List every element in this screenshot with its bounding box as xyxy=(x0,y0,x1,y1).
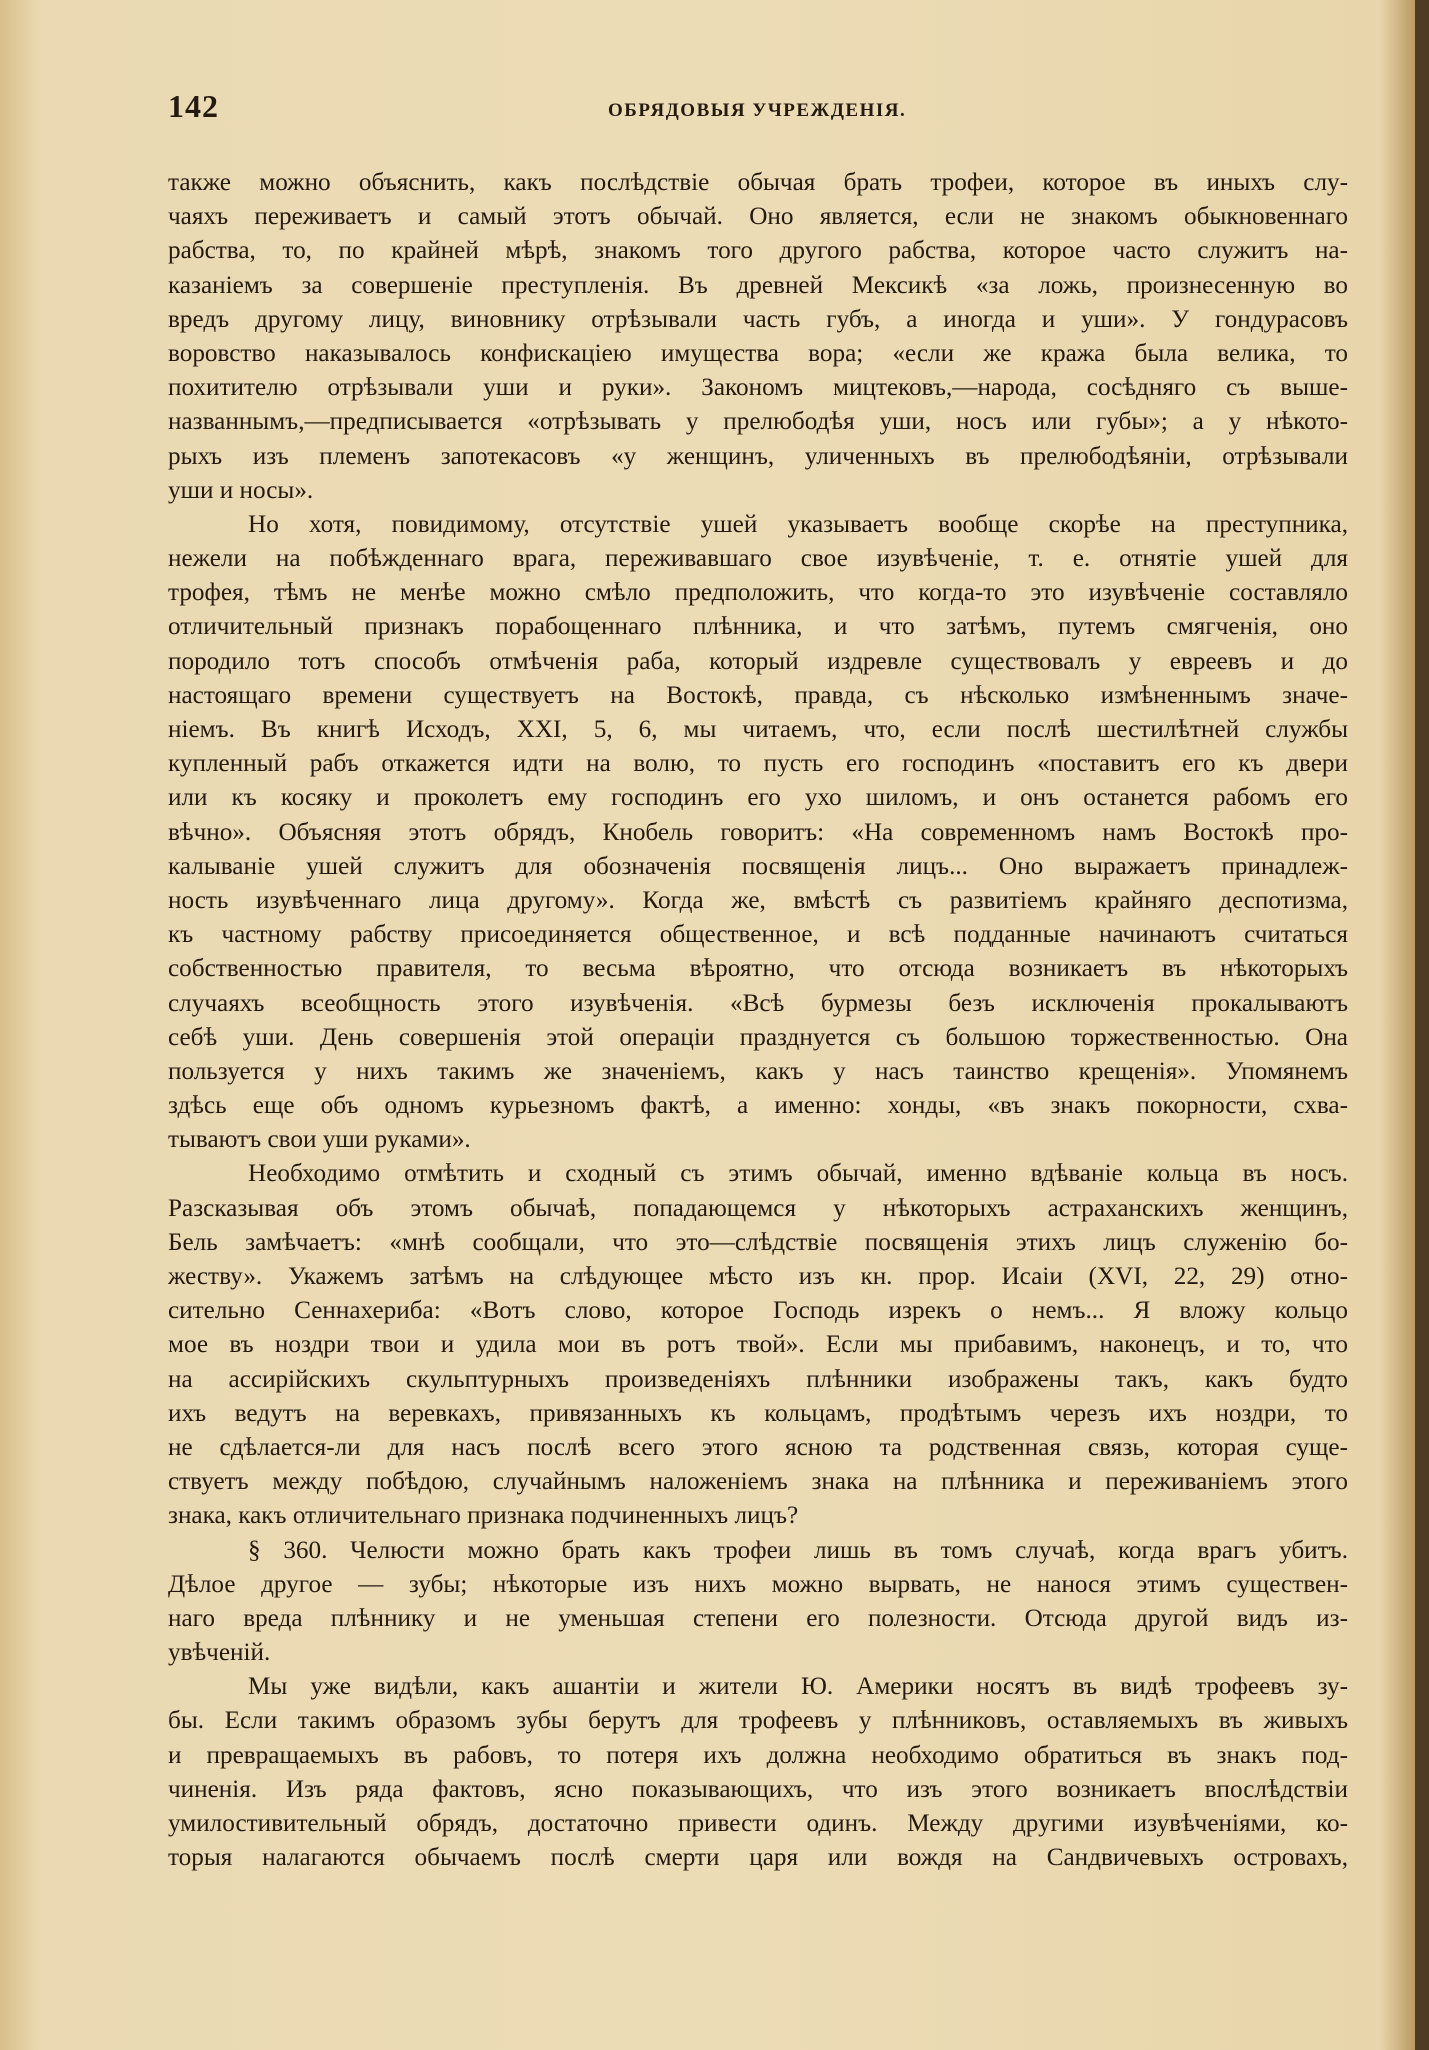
text-line: Дѣлое другое — зубы; нѣкоторые изъ нихъ можно вырвать, не нанося этимъ существен- xyxy=(168,1570,1348,1598)
text-line: ствуетъ между побѣдою, случайнымъ наложеніемъ знака на плѣнника и переживаніемъ этого xyxy=(168,1468,1348,1496)
text-line: мое въ ноздри твои и удила мои въ ротъ твой». Если мы прибавимъ, наконецъ, и то, что xyxy=(168,1331,1348,1359)
text-line: калываніе ушей служитъ для обозначенія посвященія лицъ... Оно выражаетъ принадлеж- xyxy=(168,852,1348,880)
text-line: торыя налагаются обычаемъ послѣ смерти царя или вождя на Сандвичевыхъ островахъ, xyxy=(168,1844,1348,1872)
text-line: породило тотъ способъ отмѣченія раба, который издревле существовалъ у евреевъ и до xyxy=(168,647,1348,675)
text-line: или къ косяку и проколетъ ему господинъ его ухо шиломъ, и онъ останется рабомъ его xyxy=(168,784,1348,812)
text-line: не сдѣлается-ли для насъ послѣ всего этого ясною та родственная связь, которая суще- xyxy=(168,1433,1348,1461)
text-line: наго вреда плѣннику и не уменьшая степени его полезности. Отсюда другой видъ из- xyxy=(168,1604,1348,1632)
text-line: казаніемъ за совершеніе преступленія. Въ древней Мексикѣ «за ложь, произнесенную во xyxy=(168,271,1348,299)
text-line: названнымъ,—предписывается «отрѣзывать у прелюбодѣя уши, носъ или губы»; а у нѣкото- xyxy=(168,408,1348,436)
text-line: купленный рабъ откажется идти на волю, то пусть его господинъ «поставитъ его къ двери xyxy=(168,750,1348,778)
text-line: сительно Сеннахериба: «Вотъ слово, которое Господь изрекъ о немъ... Я вложу кольцо xyxy=(168,1297,1348,1325)
text-line: Мы уже видѣли, какъ ашантіи и жители Ю. Америки носятъ въ видѣ трофеевъ зу- xyxy=(248,1673,1348,1701)
running-head: ОБРЯДОВЫЯ УЧРЕЖДЕНІЯ. xyxy=(608,100,907,121)
text-line: рабства, то, по крайней мѣрѣ, знакомъ того другого рабства, которое часто служитъ на- xyxy=(168,237,1348,265)
text-line: чаяхъ переживаетъ и самый этотъ обычай. Оно является, если не знакомъ обыкновеннаго xyxy=(168,203,1348,231)
text-line: себѣ уши. День совершенія этой операціи празднуется съ большою торжественностью. Она xyxy=(168,1023,1348,1051)
text-line: здѣсь еще объ одномъ курьезномъ фактѣ, а именно: хонды, «въ знакъ покорности, схва- xyxy=(168,1092,1348,1120)
text-line: жеству». Укажемъ затѣмъ на слѣдующее мѣсто изъ кн. прор. Исаіи (XVI, 22, 29) отно- xyxy=(168,1263,1348,1290)
body-text xyxy=(168,166,1348,1875)
book-spine-edge xyxy=(1415,0,1429,2050)
text-line: ніемъ. Въ книгѣ Исходъ, XXI, 5, 6, мы читаемъ, что, если послѣ шестилѣтней службы xyxy=(168,716,1348,743)
text-line: умилостивительный обрядъ, достаточно привести одинъ. Между другими изувѣченіями, ко- xyxy=(168,1810,1348,1837)
text-line: пользуется у нихъ такимъ же значеніемъ, какъ у насъ таинство крещенія». Упомянемъ xyxy=(168,1057,1348,1085)
text-line: похитителю отрѣзывали уши и руки». Закономъ мицтековъ,—народа, сосѣдняго съ выше- xyxy=(168,374,1348,402)
text-line: настоящаго времени существуетъ на Востокѣ, правда, съ нѣсколько измѣненнымъ значе- xyxy=(168,681,1348,709)
text-line: чиненія. Изъ ряда фактовъ, ясно показывающихъ, что изъ этого возникаетъ впослѣдствіи xyxy=(168,1775,1348,1803)
text-line: къ частному рабству присоединяется общественное, и всѣ подданные начинаютъ считаться xyxy=(168,921,1348,949)
text-line: рыхъ изъ племенъ запотекасовъ «у женщинъ, уличенныхъ въ прелюбодѣяніи, отрѣзывали xyxy=(168,442,1348,470)
text-line: вѣчно». Объясняя этотъ обрядъ, Кнобель говоритъ: «На современномъ намъ Востокѣ про- xyxy=(168,818,1348,846)
text-line: бы. Если такимъ образомъ зубы берутъ для трофеевъ у плѣнниковъ, оставляемыхъ въ живыхъ xyxy=(168,1707,1348,1735)
page-header xyxy=(168,88,1348,128)
text-line: Разсказывая объ этомъ обычаѣ, попадающемся у нѣкоторыхъ астраханскихъ женщинъ, xyxy=(168,1194,1348,1222)
text-line: трофея, тѣмъ не менѣе можно смѣло предположить, что когда-то это изувѣченіе составляло xyxy=(168,579,1348,607)
text-line: уши и носы». xyxy=(168,476,314,504)
text-line: Необходимо отмѣтить и сходный съ этимъ обычай, именно вдѣваніе кольца въ носъ. xyxy=(248,1160,1348,1188)
text-line: случаяхъ всеобщность этого изувѣченія. «Всѣ бурмезы безъ исключенія прокалываютъ xyxy=(168,989,1348,1017)
text-line: Но хотя, повидимому, отсутствіе ушей указываетъ вообще скорѣе на преступника, xyxy=(248,510,1348,538)
page-number: 142 xyxy=(168,88,219,124)
text-line: § 360. Челюсти можно брать какъ трофеи лишь въ томъ случаѣ, когда врагъ убитъ. xyxy=(248,1536,1348,1564)
text-line: знака, какъ отличительнаго признака подчиненныхъ лицъ? xyxy=(168,1502,799,1530)
text-line: отличительный признакъ порабощеннаго плѣнника, и что затѣмъ, путемъ смягченія, оно xyxy=(168,613,1348,641)
text-line: тываютъ свои уши руками». xyxy=(168,1126,471,1154)
text-line: на ассирійскихъ скульптурныхъ произведеніяхъ плѣнники изображены такъ, какъ будто xyxy=(168,1365,1348,1393)
text-line: и превращаемыхъ въ рабовъ, то потеря ихъ должна необходимо обратиться въ знакъ под- xyxy=(168,1741,1348,1769)
text-line: вредъ другому лицу, виновнику отрѣзывали часть губъ, а иногда и уши». У гондурасовъ xyxy=(168,305,1348,333)
text-line: Бель замѣчаетъ: «мнѣ сообщали, что это—слѣдствіе посвященія этихъ лицъ служенію бо- xyxy=(168,1228,1348,1256)
text-line: ность изувѣченнаго лица другому». Когда же, вмѣстѣ съ развитіемъ крайняго деспотизма, xyxy=(168,886,1348,914)
text-line: также можно объяснить, какъ послѣдствіе обычая брать трофеи, которое въ иныхъ слу- xyxy=(168,169,1348,196)
text-line: ихъ ведутъ на веревкахъ, привязанныхъ къ кольцамъ, продѣтымъ черезъ ихъ ноздри, то xyxy=(168,1399,1348,1427)
text-line: увѣченій. xyxy=(168,1639,271,1667)
text-line: собственностью правителя, то весьма вѣроятно, что отсюда возникаетъ въ нѣкоторыхъ xyxy=(168,955,1348,983)
text-line: нежели на побѣжденнаго врага, переживавшаго свое изувѣченіе, т. е. отнятіе ушей для xyxy=(168,545,1348,573)
text-line: воровство наказывалось конфискаціею имущества вора; «если же кража была велика, то xyxy=(168,339,1348,367)
